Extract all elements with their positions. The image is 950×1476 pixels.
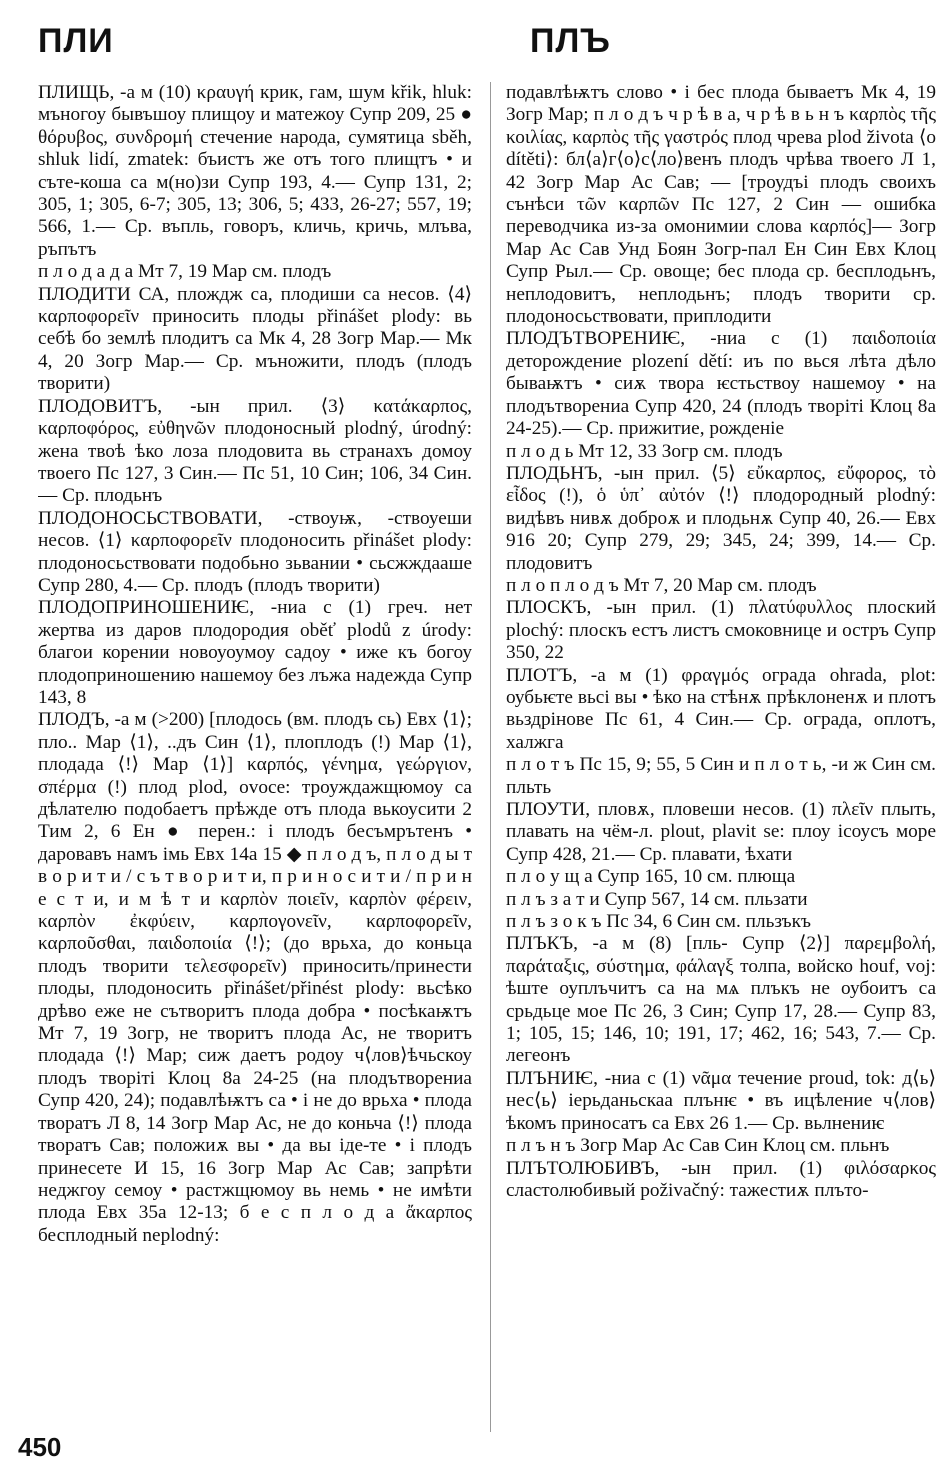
- entry-plodoprinoshenie: ПЛОДОПРИНОШЕНИѤ, -ниа с (1) греч. нет жертва из даров плодородия oběť plodů z úrody: благои корении новоуоумоу садоу • иже къ богоу плодоприношению нашемоу без лъжа надежда Супр 143, 8: [38, 597, 472, 708]
- entry-plzok-ref: п л ъ з о к ъ Пс 34, 6 Син см. пльзъкъ: [506, 911, 811, 933]
- entry-plod: ПЛОДЪ, -а м (>200) [плодось (вм. плодъ сь) Евх ⟨1⟩; пло.. Мар ⟨1⟩, ..дъ Син ⟨1⟩, плоплодъ (!) Мар ⟨1⟩, плодада ⟨!⟩ Мар ⟨1⟩] καρπός, γένημα, γεώργιον, σπέρμα (!) плод plod, ovoce: троуждажщюмоу са дѣлателю подобаетъ прѣжде отъ плода вькоусити 2 Тим 2, 6 Ен ● перен.: і плодъ бесъмрътенъ • даровавъ намъ імь Евх 14а 15 ◆ п л о д ъ, п л о д ы т в о р и т и / с ъ т в о р и т и, п р и н о с и т и / п р и н е с т и, и м ѣ т и καρπὸν ποιεῖν, καρπὸν φέρειν, καρπὸν ἐκφύειν, καρπογονεῖν, καρποφορεῖν, καρποῦσθαι, παιδοποιία ⟨!⟩; (до врьха, до коньца плодъ творити τελεσφορεῖν) приносить/принести плоды, плодоносить přinášet/přinést plody: вьсѣко дрѣво еже не сътворитъ плода добра • посѣкаѭтъ Мт 7, 19 Зогр, не творитъ плода Ас, не творитъ плодада ⟨!⟩ Мар; сиж даетъ родоу ч⟨лов⟩ѣчьскоу плодъ творіті Клоц 8а 24-25 (на плодътворениа Супр 420, 24); подавлѣѭтъ са • і не до врьха • плода творатъ Л 8, 14 Зогр Мар Ас, не до коньча ⟨!⟩ плода творатъ Сав; положиѫ вы • да вы іде-те • і плодъ принесете И 15, 16 Зогр Мар Ас Сав; запрѣти неджгоу семоу • растжщюмоу вь немь • не имѣти плода Евх 35а 12-13; б е с п л о д а ἄκαρπος бесплодный neplodný:: [38, 709, 472, 1246]
- right-column: [506, 82, 936, 1432]
- page-number: 450: [18, 1432, 62, 1462]
- entry-ploushta-ref: п л о у щ а Супр 165, 10 см. плюща: [506, 866, 796, 888]
- entry-plk: ПЛЪКЪ, -а м (8) [пль- Супр ⟨2⟩] παρεμβολή, παράταξις, σύστημα, φάλαγξ толпа, войско houf, voj: ѣште оуплъчитъ са на мѧ плъкъ не оубоитъ са срьдьце мое Пс 26, 3 Син; Супр 17, 28.— Супр 83, 1; 105, 15; 146, 10; 191, 17; 462, 16; 543, 7.— Ср. легеонъ: [506, 933, 936, 1067]
- entry-plosk: ПЛОСКЪ, -ын прил. (1) πλατύφυλλος плоский plochý: плоскъ естъ листъ смоковнице и остръ Супр 350, 22: [506, 597, 936, 664]
- entry-pln-ref: п л ъ н ъ Зогр Мар Ас Сав Син Клоц см. пльнъ: [506, 1135, 890, 1157]
- left-column: [38, 82, 472, 1432]
- running-head-left: ПЛИ: [38, 22, 114, 60]
- entry-plouti: ПЛОУТИ, пловѫ, пловеши несов. (1) πλεῖν плыть, плавать на чём-л. plout, plavit se: плоу ісоусъ море Супр 428, 21.— Ср. плавати, ѣхати: [506, 799, 936, 865]
- entry-plishtch: ПЛИЩЬ, -а м (10) κραυγή крик, гам, шум křik, hluk: мъногоу бывъшоу плищоу и матежоу Супр 209, 25 ● θόρυβος, συνδρομή стечение народа, сумятица sběh, shluk lidí, zmatek: бъистъ же отъ того плищтъ • и съте-коша са м(но)зи Супр 193, 4.— Супр 131, 2; 305, 1; 305, 6-7; 305, 13; 306, 5; 433, 26-27; 557, 19; 566, 1.— Ср. въпль, говоръ, кличь, кричь, млъва, ръпътъ: [38, 82, 472, 260]
- running-head-right: ПЛЪ: [530, 22, 611, 60]
- entry-plot-ref: п л о т ъ Пс 15, 9; 55, 5 Син и п л о т ь, -и ж Син см. пльть: [506, 754, 936, 798]
- entry-plod-ref: п л о д ь Мт 12, 33 Зогр см. плодъ: [506, 440, 783, 462]
- entry-plodada-ref: п л о д а д а Мт 7, 19 Мар см. плодъ: [38, 261, 332, 283]
- entry-plzati-ref: п л ъ з а т и Супр 567, 14 см. пльзати: [506, 888, 808, 910]
- entry-plnie: ПЛЪНИѤ, -ниа с (1) νᾶμα течение proud, tok: д⟨ь⟩нес⟨ь⟩ іерьданьскаа плънѥ • въ ицѣление ч⟨лов⟩ѣкомъ приносатъ са Евх 26 1.— Ср. вьлнениѥ: [506, 1067, 936, 1134]
- entry-plodonosstvovati: ПЛОДОНОСЬСТВОВАТИ, -ствоуѭ, -ствоуеши несов. ⟨1⟩ καρποφορεῖν плодоносить přinášet plody: плодоносьствовати подобьно зьвании • сьсжждааше Супр 280, 4.— Ср. плодъ (плодъ творити): [38, 507, 472, 596]
- entry-plodn: ПЛОДЬНЪ, -ын прил. ⟨5⟩ εὔκαρπος, εὔφορος, τὸ εἶδος (!), ὁ ὑπ᾽ αὐτόν ⟨!⟩ плодородный plodný: видѣвъ нивѫ доброѫ и плодьнѫ Супр 40, 26.— Евх 916 20; Супр 279, 29; 345, 24; 399, 14.— Ср. плодовитъ: [506, 462, 936, 574]
- column-divider: [490, 82, 491, 1432]
- entry-plot: ПЛОТЪ, -а м (1) φραγμός ограда ohrada, plot: оубьѥте вьсі вы • ѣко на стѣнѫ прѣклоненѫ и плотъ вьздрінове Пс 61, 4 Син.— Ср. ограда, оплотъ, халжга: [506, 664, 936, 753]
- entry-plod-continued: подавлѣѭтъ слово • і бес плода бываетъ Мк 4, 19 Зогр Мар; п л о д ъ ч р ѣ в а, ч р ѣ в ь н ъ καρπὸς τῆς κοιλίας, καρπὸς τῆς γαστρός плод чрева plod života ⟨о dítěti⟩: бл⟨а⟩г⟨о⟩с⟨ло⟩венъ плодъ чрѣва твоего Л 1, 42 Зогр Мар Ас Сав; — [троудъі плодъ своихъ сънѣси τῶν καρπῶν Пс 127, 2 Син — ошибка переводчика из-за омонимии слова καρπός]— Зогр Мар Ас Сав Унд Боян Зогр-пал Ен Син Евх Клоц Супр Рыл.— Ср. овоще; бес плода ср. бесплодьнъ, неплодовитъ, неплодьнъ; плодъ творити ср. плодоносьствовати, приплодити: [506, 82, 936, 328]
- entry-ploplod-ref: п л о п л о д ъ Мт 7, 20 Мар см. плодъ: [506, 574, 817, 596]
- entry-pltoliubiv: ПЛЪТОЛЮБИВЪ, -ын прил. (1) φιλόσαρκος сластолюбивый poživačný: тажестиѫ плъто-: [506, 1157, 936, 1201]
- entry-ploditi-sia: ПЛОДИТИ СА, плождж са, плодиши са несов. ⟨4⟩ καρποφορεῖν приносить плоды přinášet plody: вь себѣ бо землѣ плодитъ са Мк 4, 28 Зогр Мар.— Мк 4, 20 Зогр Мар.— Ср. мъножити, плодъ (плодъ творити): [38, 283, 472, 395]
- entry-plodtvorenie: ПЛОДЪТВОРЕНИѤ, -ниа с (1) παιδοποιία деторождение plození dětí: иъ по вься лѣта дѣло бываѭтъ • сиѫ твора ѥстьствоу нашемоу • на плодътворениа Супр 420, 24 (плодъ творіті Клоц 8а 24-25).— Ср. прижитие, рожденіе: [506, 328, 936, 440]
- entry-plodovit: ПЛОДОВИТЪ, -ын прил. ⟨3⟩ κατάκαρπος, καρποφόρος, εὐθηνῶν плодоносный plodný, úrodný: жена твоѣ ѣко лоза плодовита вь странахъ домоу твоего Пс 127, 3 Син.— Пс 51, 10 Син; 106, 34 Син.— Ср. плодьнъ: [38, 395, 472, 507]
